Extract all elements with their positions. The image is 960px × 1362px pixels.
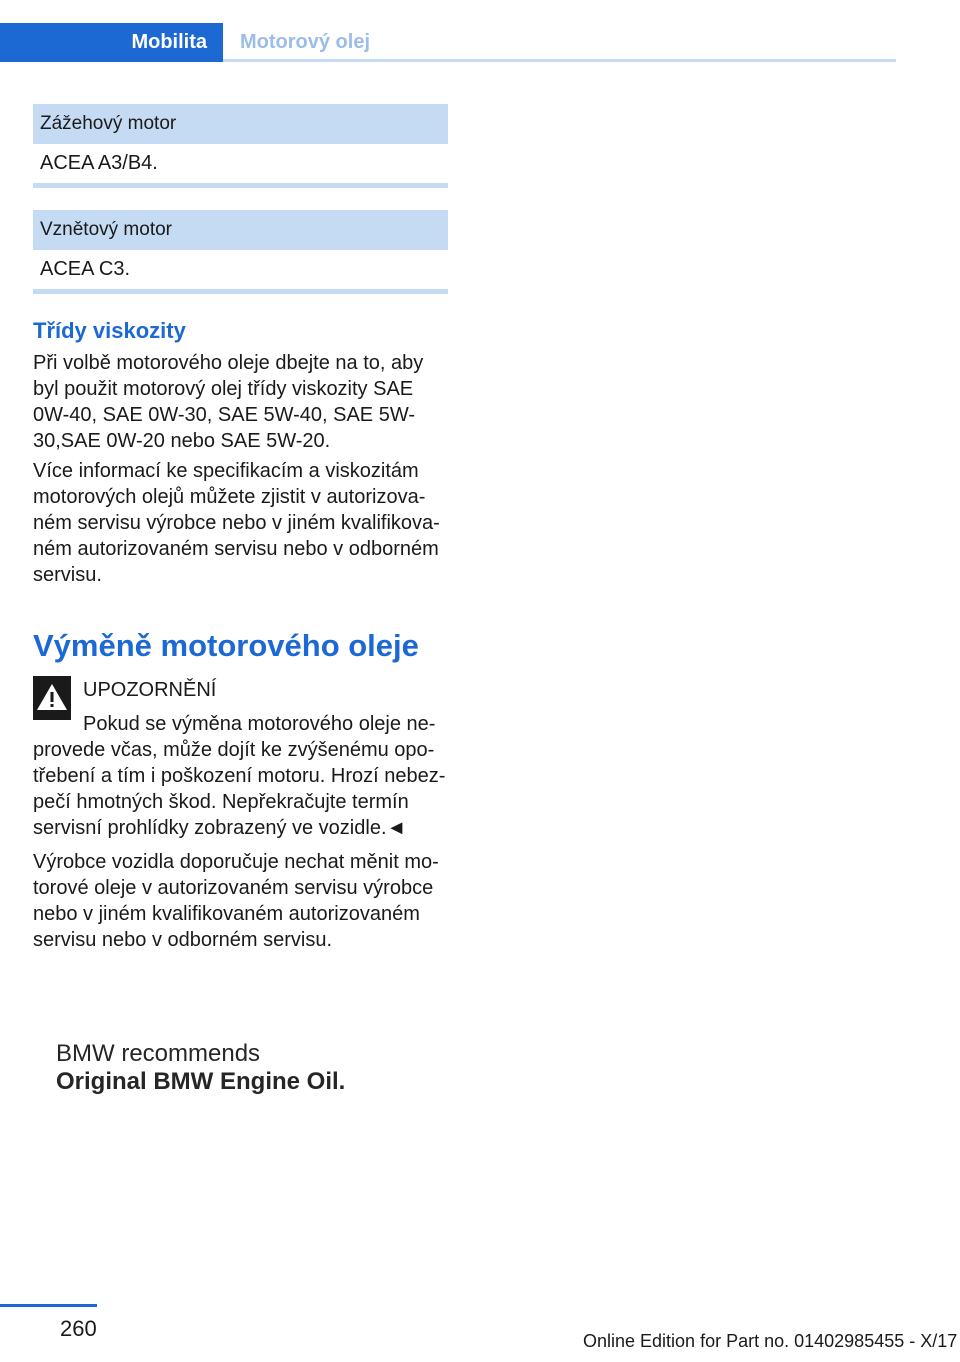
spec-diesel-heading: Vznětový motor [33,210,448,250]
brand-line-1: BMW recommends [56,1040,261,1067]
viscosity-paragraph-2: Více informací ke specifikacím a viskozitám motorových olejů můžete zjistit v autorizova- ném servisu výrobce nebo v jiném kvalifikova- ném autorizovaném servisu nebo v odborném servisu. [33,460,440,586]
viscosity-paragraph-1: Při volbě motorového oleje dbejte na to, aby byl použit motorový olej třídy viskozity SAE 0W-40, SAE 0W-30, SAE 5W-40, SAE 5W-30,SAE 0W-20 nebo SAE 5W-20. [33,352,424,452]
brand-line-2: Original BMW Engine Oil. [56,1068,346,1095]
warning-text: Pokud se výměna motorového oleje ne- provede včas, může dojít ke zvýšenému opo- třebení a tím i poškození motoru. Hrozí nebez- pečí hmotných škod. Nepřekračujte termín servisní prohlídky zobrazený ve vozidle.◄ [33,713,446,839]
viscosity-heading: Třídy viskozity [33,318,186,343]
spec-gasoline-heading: Zážehový motor [33,104,448,144]
section-tab: Mobilita [0,23,223,62]
recommendation-paragraph: Výrobce vozidla doporučuje nechat měnit mo- torové oleje v autorizovaném servisu výrobce nebo v jiném kvalifikovaném autorizovaném servisu nebo v odborném servisu. [33,851,439,951]
spec-diesel-value: ACEA C3. [40,258,131,280]
header-rule [223,59,896,62]
page-number: 260 [60,1316,97,1341]
warning-title: UPOZORNĚNÍ [83,679,217,701]
oil-change-heading: Výměně motorového oleje [33,628,419,663]
edition-text: Online Edition for Part no. 01402985455 - X/17 [583,1331,958,1351]
spec-gasoline-value: ACEA A3/B4. [40,152,158,174]
subsection-tab: Motorový olej [240,31,371,53]
spec-diesel-rule [33,289,448,294]
spec-gasoline-rule [33,183,448,188]
footer-rule [0,1304,97,1307]
